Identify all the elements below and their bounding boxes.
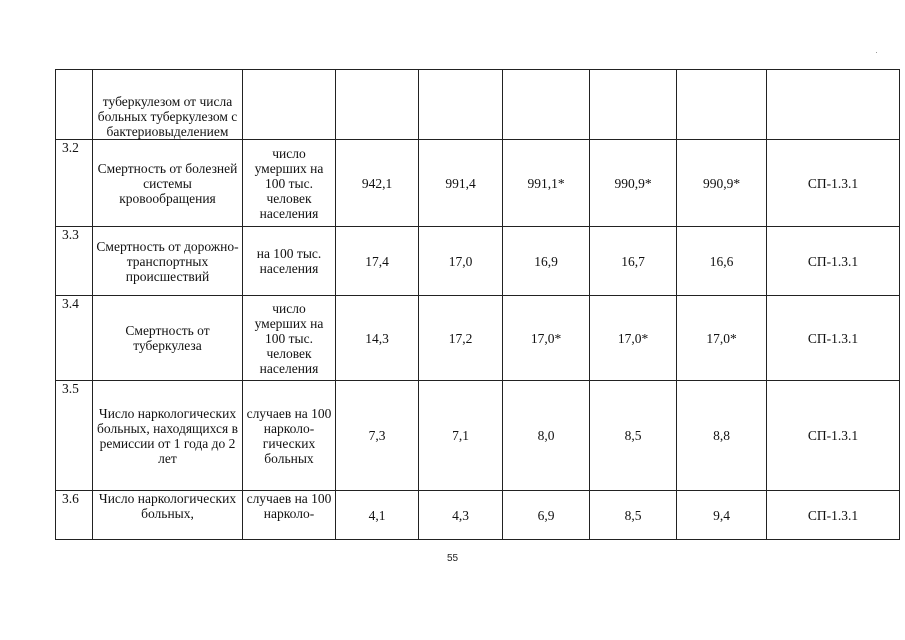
value-5 — [677, 70, 767, 140]
value-3 — [503, 70, 590, 140]
value-5: 990,9* — [677, 140, 767, 227]
value-1: 4,1 — [336, 491, 419, 540]
value-3: 16,9 — [503, 227, 590, 296]
value-1: 14,3 — [336, 296, 419, 381]
value-3: 8,0 — [503, 381, 590, 491]
scan-speck — [876, 52, 877, 53]
unit: случаев на 100 нарколо-гических больных — [243, 381, 336, 491]
value-2: 17,2 — [419, 296, 503, 381]
reference — [767, 70, 900, 140]
unit: число умерших на 100 тыс. человек населения — [243, 140, 336, 227]
value-2: 17,0 — [419, 227, 503, 296]
value-4: 8,5 — [590, 491, 677, 540]
value-3: 991,1* — [503, 140, 590, 227]
value-4: 990,9* — [590, 140, 677, 227]
table-row — [56, 491, 900, 540]
value-5: 16,6 — [677, 227, 767, 296]
page-number: 55 — [446, 553, 459, 564]
value-4: 17,0* — [590, 296, 677, 381]
value-2: 7,1 — [419, 381, 503, 491]
indicator-name: Смертность от болезней системы кровообращения — [93, 140, 243, 227]
row-number: 3.4 — [56, 296, 93, 381]
indicator-name: Число наркологических больных, находящихся в ремиссии от 1 года до 2 лет — [93, 381, 243, 491]
value-5: 17,0* — [677, 296, 767, 381]
value-1: 7,3 — [336, 381, 419, 491]
reference: СП-1.3.1 — [767, 227, 900, 296]
reference: СП-1.3.1 — [767, 491, 900, 540]
indicator-table — [55, 69, 900, 540]
value-4 — [590, 70, 677, 140]
value-3: 17,0* — [503, 296, 590, 381]
value-4: 16,7 — [590, 227, 677, 296]
row-number: 3.5 — [56, 381, 93, 491]
row-number: 3.6 — [56, 491, 93, 540]
row-number: 3.3 — [56, 227, 93, 296]
reference: СП-1.3.1 — [767, 381, 900, 491]
value-2 — [419, 70, 503, 140]
value-1 — [336, 70, 419, 140]
value-5: 8,8 — [677, 381, 767, 491]
table-row — [56, 296, 900, 381]
value-1: 17,4 — [336, 227, 419, 296]
indicator-name: туберкулезом от числа больных туберкулезом с бактериовыделением — [93, 70, 243, 140]
table-row — [56, 70, 900, 140]
unit: на 100 тыс. населения — [243, 227, 336, 296]
unit: число умерших на 100 тыс. человек населения — [243, 296, 336, 381]
value-2: 4,3 — [419, 491, 503, 540]
reference: СП-1.3.1 — [767, 296, 900, 381]
indicator-name: Число наркологических больных, — [93, 491, 243, 540]
table-row — [56, 227, 900, 296]
indicator-name: Смертность от дорожно-транспортных происшествий — [93, 227, 243, 296]
table-row — [56, 140, 900, 227]
table-row — [56, 381, 900, 491]
value-2: 991,4 — [419, 140, 503, 227]
reference: СП-1.3.1 — [767, 140, 900, 227]
value-4: 8,5 — [590, 381, 677, 491]
unit — [243, 70, 336, 140]
row-number — [56, 70, 93, 140]
value-1: 942,1 — [336, 140, 419, 227]
value-3: 6,9 — [503, 491, 590, 540]
unit: случаев на 100 нарколо- — [243, 491, 336, 540]
row-number: 3.2 — [56, 140, 93, 227]
value-5: 9,4 — [677, 491, 767, 540]
indicator-name: Смертность от туберкулеза — [93, 296, 243, 381]
